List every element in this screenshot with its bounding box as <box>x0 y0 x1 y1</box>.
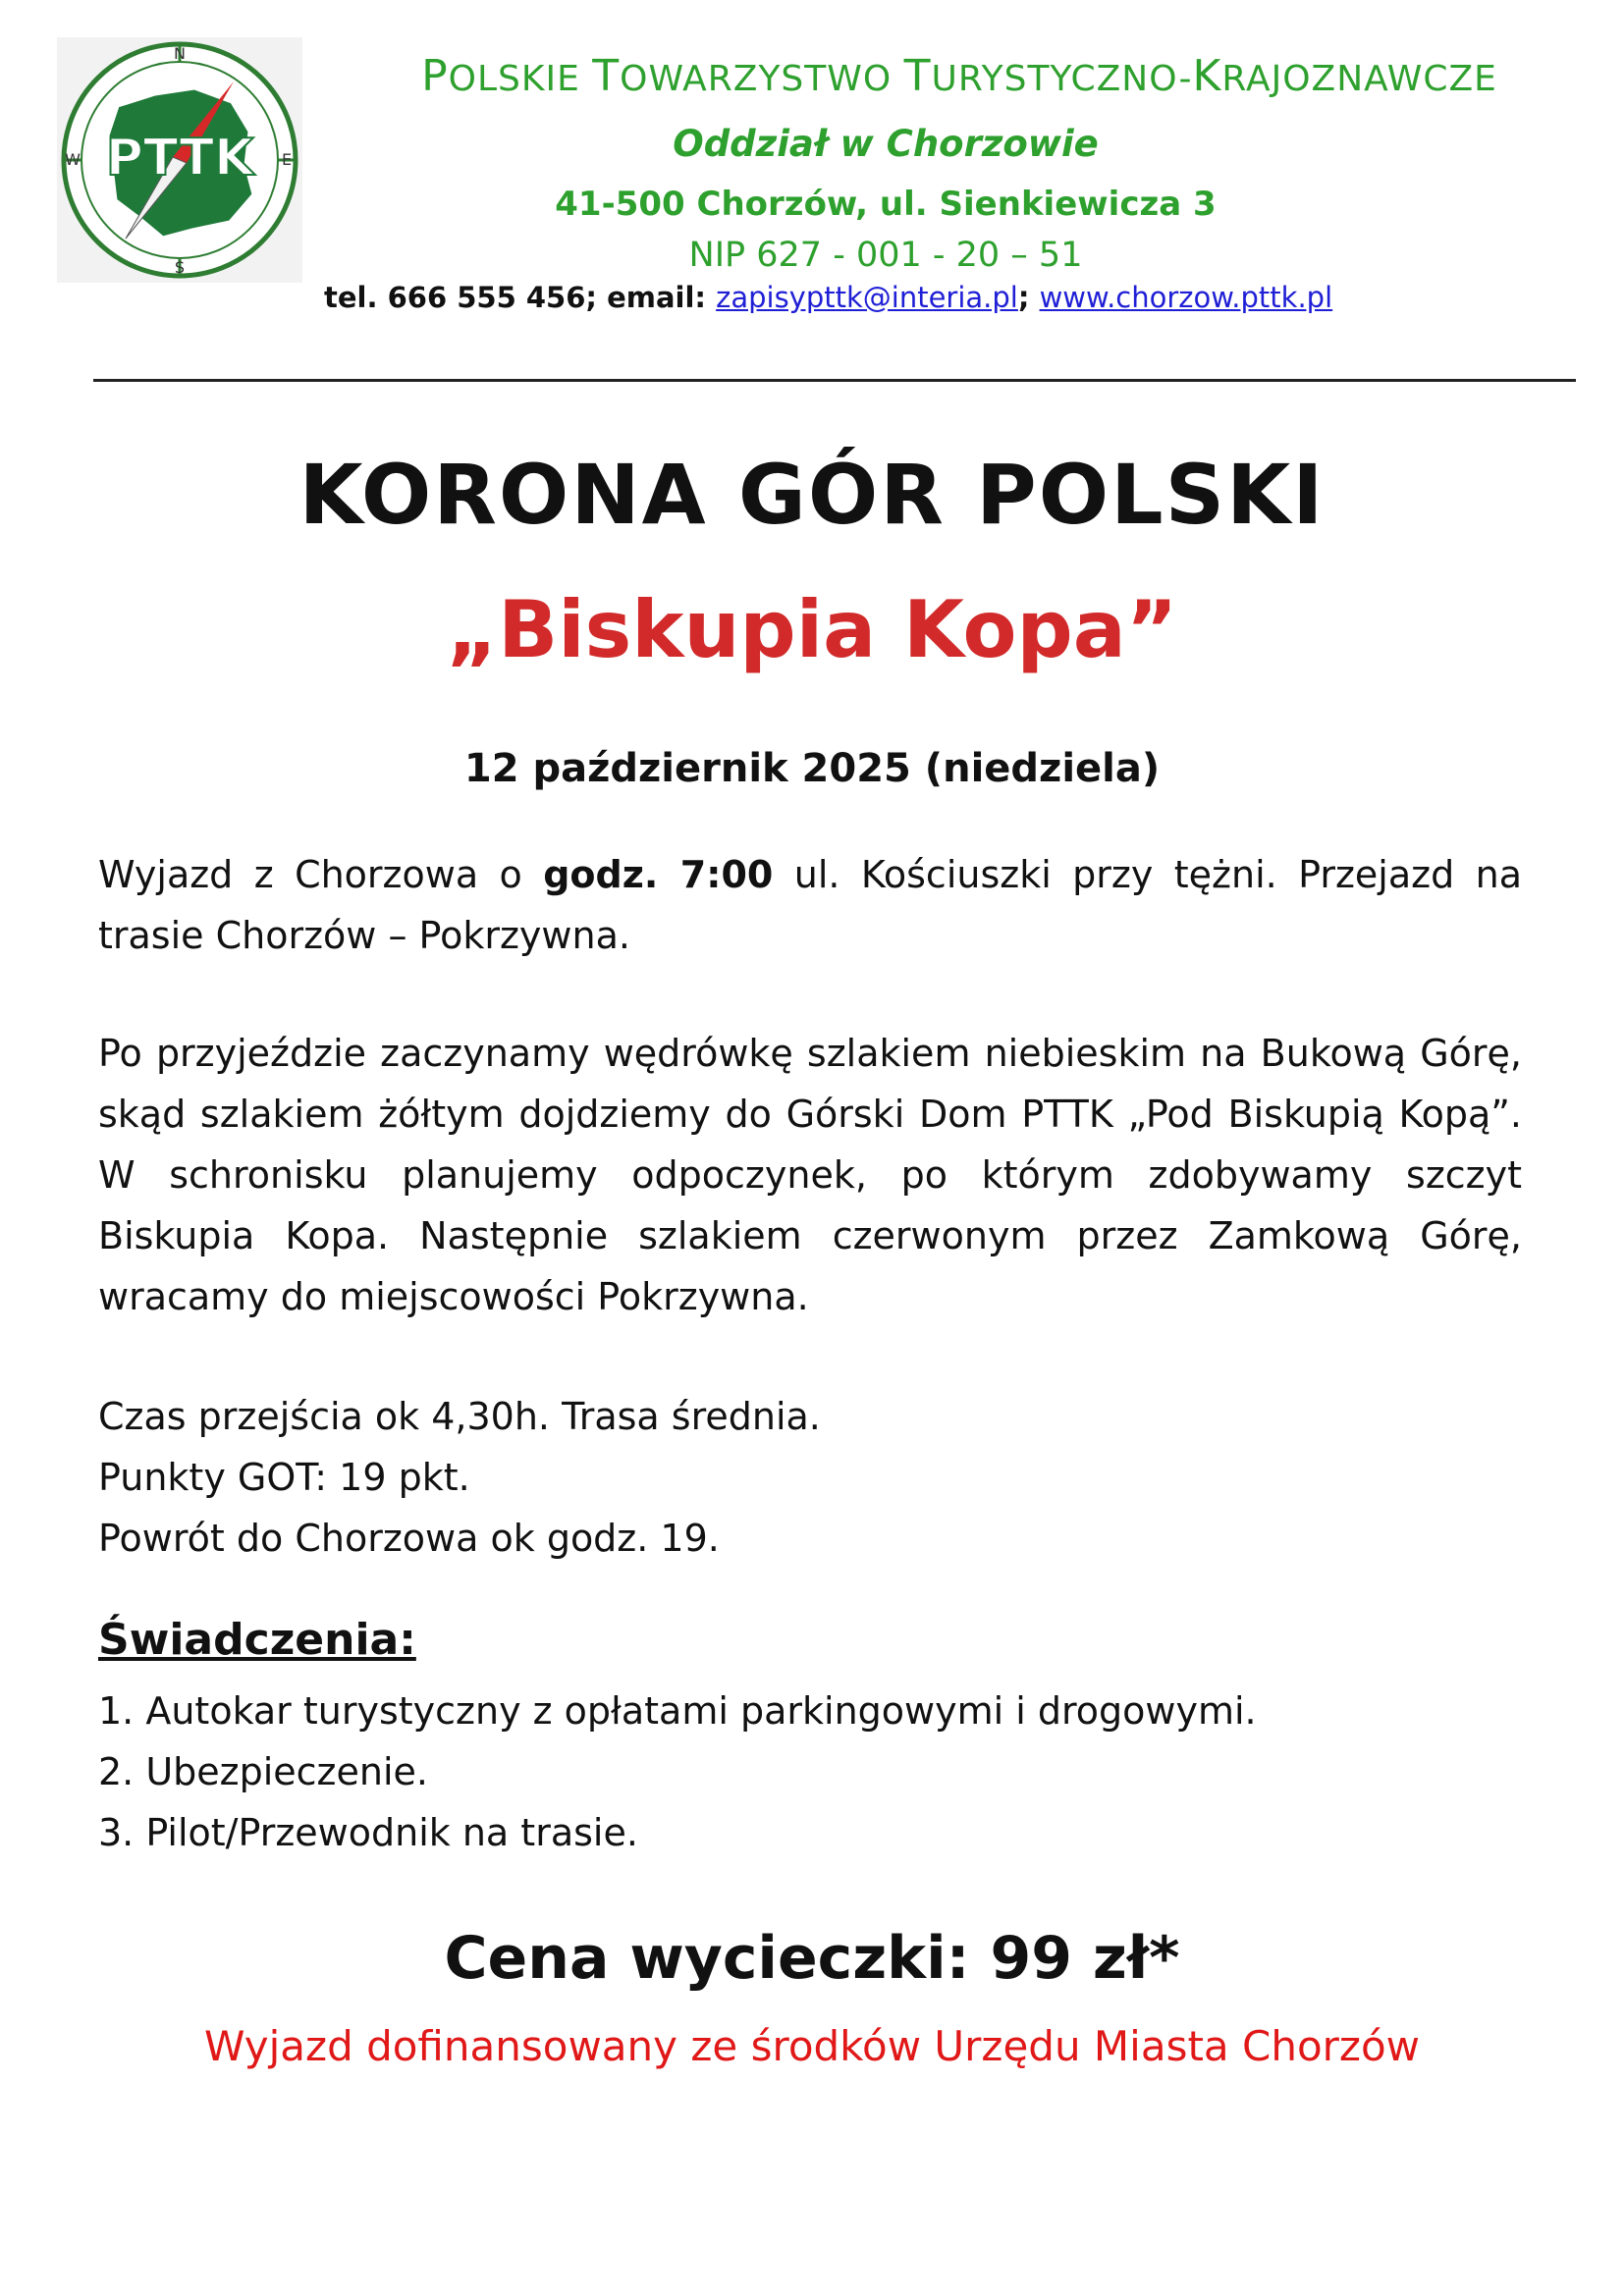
detail-duration: Czas przejścia ok 4,30h. Trasa średnia. <box>98 1395 821 1438</box>
benefits-heading: Świadczenia: <box>98 1615 416 1665</box>
benefit-item: 2. Ubezpieczenie. <box>98 1750 428 1793</box>
benefit-item: 3. Pilot/Przewodnik na trasie. <box>98 1811 638 1854</box>
contact-line <box>324 281 1332 314</box>
org-nip: NIP 627 - 001 - 20 – 51 <box>688 236 1083 275</box>
funding-note: Wyjazd dofinansowany ze środków Urzędu Miasta Chorzów <box>203 2022 1421 2070</box>
org-header <box>324 51 1595 275</box>
website-link[interactable]: www.chorzow.pttk.pl <box>1039 281 1333 314</box>
benefits-list <box>98 1681 1257 1863</box>
detail-got-points: Punkty GOT: 19 pkt. <box>98 1456 470 1499</box>
route-paragraph: Po przyjeździe zaczynamy wędrówkę szlakiem niebieskim na Bukową Górę, skąd szlakiem żółtym dojdziemy do Górski Dom PTTK „Pod Biskupią Kopą”. W schronisku planujemy odpoczynek, po którym zdobywamy szczyt Biskupia Kopa. Następnie szlakiem czerwonym przez Zamkową Górę, wracamy do miejscowości Pokrzywna. <box>98 1032 1522 1318</box>
header-divider <box>93 379 1576 382</box>
contact-phone: tel. 666 555 456; email: <box>324 281 717 314</box>
compass-e: E <box>281 150 293 169</box>
departure-text-before: Wyjazd z Chorzowa o <box>98 853 544 896</box>
org-branch: Oddział w Chorzowie <box>673 123 1099 165</box>
org-name: POLSKIE TOWARZYSTWO TURYSTYCZNO-KRAJOZNAWCZE <box>421 51 1497 101</box>
departure-paragraph <box>98 844 1522 966</box>
trip-date: 12 październik 2025 (niedziela) <box>463 746 1161 791</box>
benefit-item: 1. Autokar turystyczny z opłatami parkingowymi i drogowymi. <box>98 1689 1257 1733</box>
email-link[interactable]: zapisypttk@interia.pl <box>716 281 1018 314</box>
trip-price: Cena wycieczki: 99 zł* <box>444 1924 1180 1993</box>
page-title: KORONA GÓR POLSKI <box>298 447 1326 543</box>
trip-name: „Biskupia Kopa” <box>446 584 1178 675</box>
org-address: 41-500 Chorzów, ul. Sienkiewicza 3 <box>555 185 1217 224</box>
departure-time: godz. 7:00 <box>543 853 774 896</box>
contact-separator: ; <box>1017 281 1040 314</box>
compass-n: N <box>174 44 186 63</box>
logo-text: PTTK <box>105 129 254 187</box>
trip-details <box>98 1386 1522 1569</box>
detail-return: Powrót do Chorzowa ok godz. 19. <box>98 1517 720 1560</box>
compass-w: W <box>65 150 81 169</box>
compass-s: S <box>174 258 186 277</box>
departure-text-after: ul. Kościuszki przy tężni. Przejazd na trasie Chorzów – Pokrzywna. <box>98 853 1522 957</box>
